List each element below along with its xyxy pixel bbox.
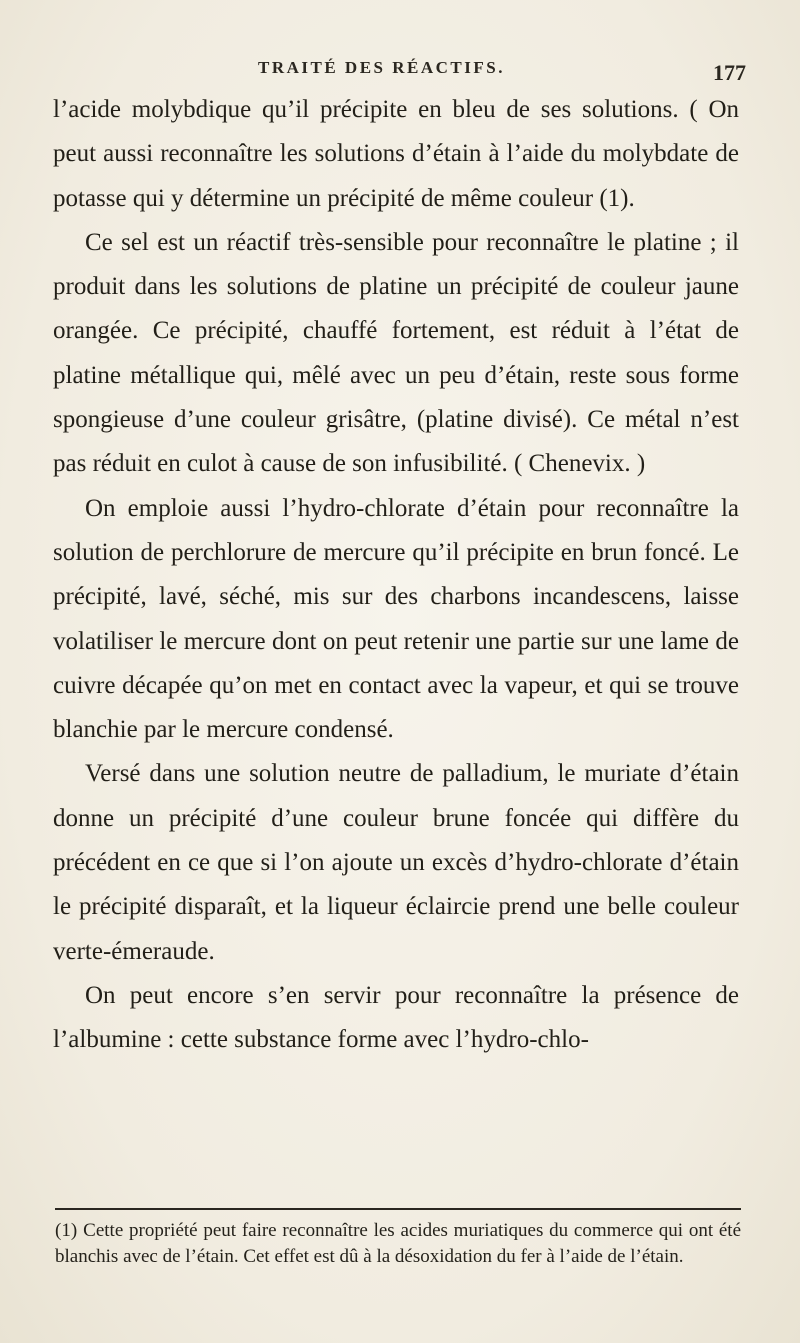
running-title: TRAITÉ DES RÉACTIFS. [258,58,505,77]
page-number: 177 [713,60,746,85]
main-text [53,88,739,1063]
footnote-text: Cette propriété peut faire reconnaître les acides muriatiques du commerce qui ont été blanchis avec de l’étain. Cet effet est dû à la désoxidation du fer à l’aide de l’étain. [55,1220,741,1267]
paragraph-albumine: On peut encore s’en servir pour reconnaître la présence de l’albumine : cette substance forme avec l’hydro-chlo- [53,981,739,1054]
footnote [55,1218,741,1269]
paragraph-platine: Ce sel est un réactif très-sensible pour reconnaître le platine ; il produit dans les solutions de platine un précipité de couleur jaune orangée. Ce précipité, chauffé fortement, est réduit à l’état de platine métallique qui, mêlé avec un peu d’étain, reste sous forme spongieuse d’une couleur grisâtre, (platine divisé). Ce métal n’est pas réduit en culot à cause de son infusibilité. ( Chenevix. ) [53,228,739,478]
paragraph-palladium: Versé dans une solution neutre de palladium, le muriate d’étain donne un précipité d’une couleur brune foncée qui diffère du précédent en ce que si l’on ajoute un excès d’hydro-chlorate d’étain le précipité disparaît, et la liqueur éclaircie prend une belle couleur verte-émeraude. [53,760,739,965]
footnote-rule [55,1208,741,1210]
paragraph-mercure: On emploie aussi l’hydro-chlorate d’étain pour reconnaître la solution de perchlorure de mercure qu’il précipite en brun foncé. Le précipité, lavé, séché, mis sur des charbons incandescens, laisse volatiliser le mercure dont on peut retenir une partie sur une lame de cuivre décapée qu’on met en contact avec la vapeur, et qui se trouve blanchie par le mercure condensé. [53,494,739,744]
footnote-marker: (1) [55,1220,78,1241]
paragraph-continuation: l’acide molybdique qu’il précipite en bleu de ses solutions. ( On peut aussi reconnaître les solutions d’étain à l’aide du molybdate de potasse qui y détermine un précipité de même couleur (1). [53,96,739,212]
